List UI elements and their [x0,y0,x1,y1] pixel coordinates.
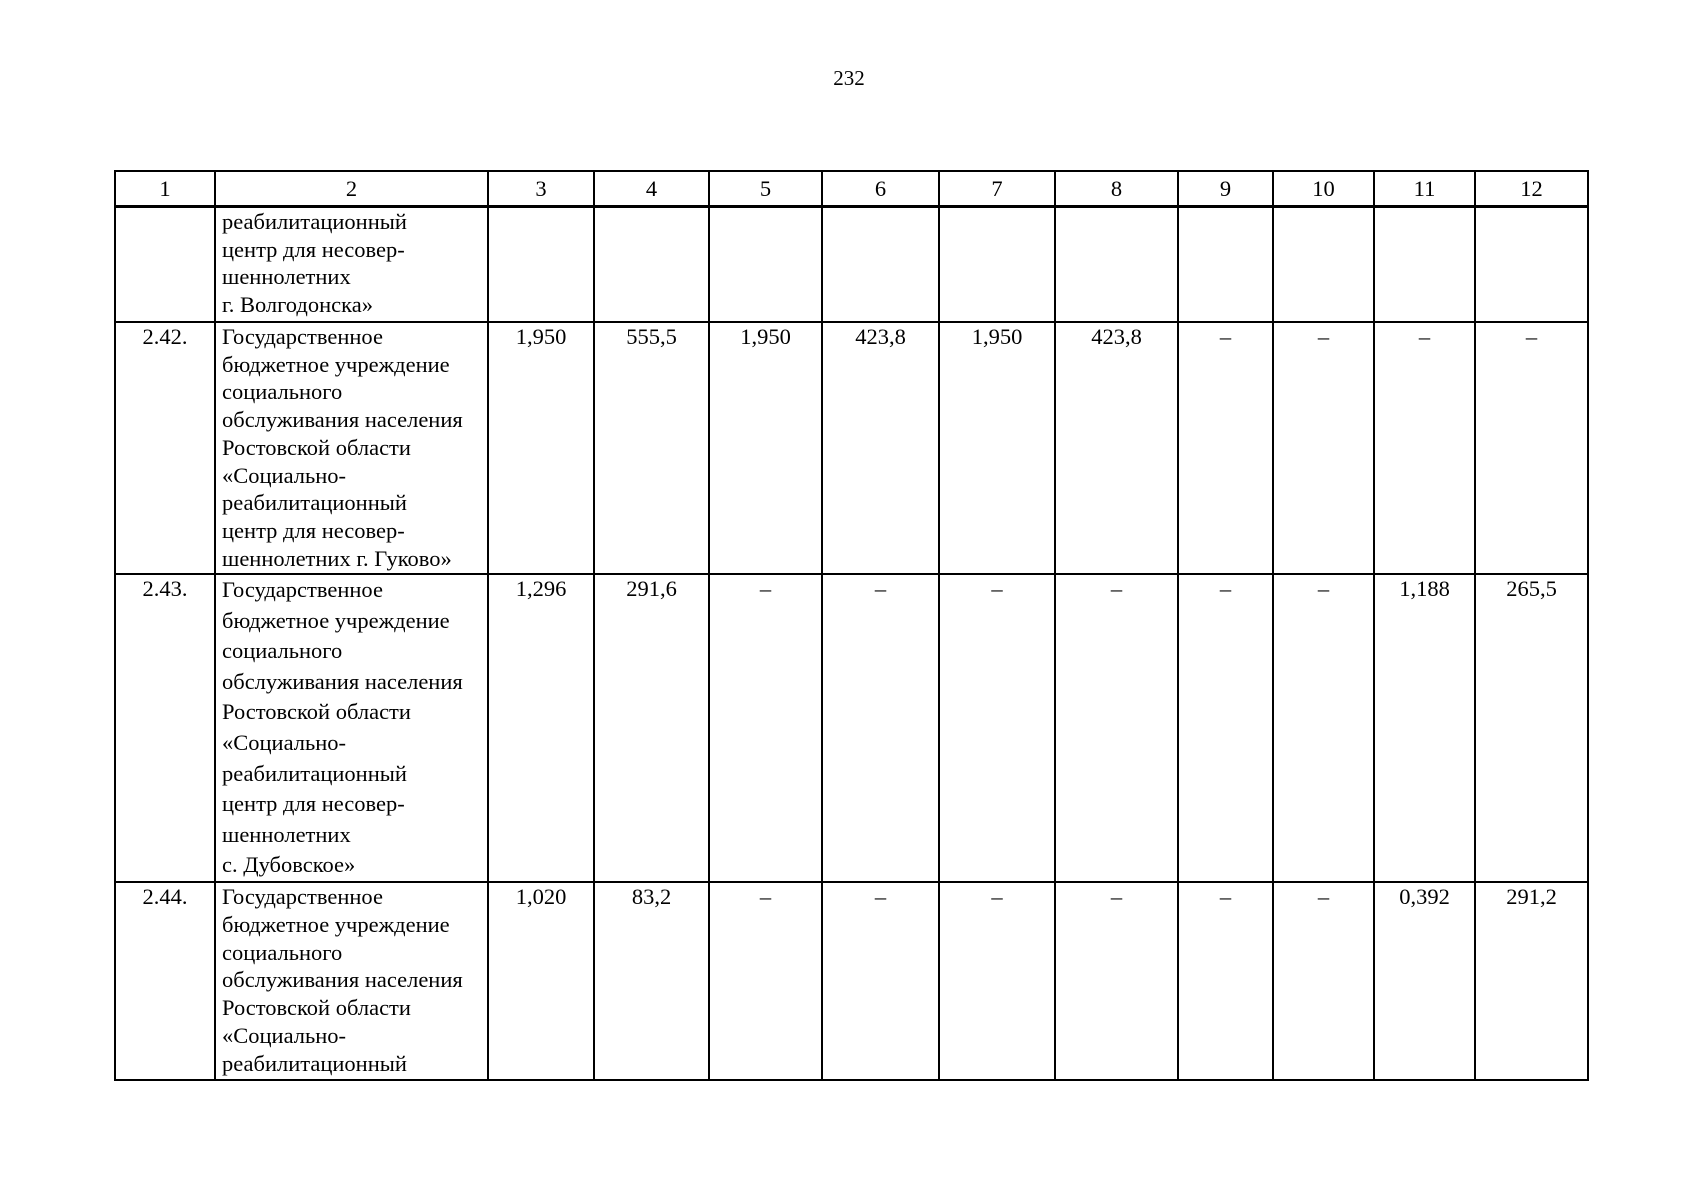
table-row [115,322,1588,574]
institution-name-line: Государственное [222,577,383,602]
institution-name-line: бюджетное учреждение [222,911,450,937]
value-cell-col-11 [1374,207,1475,323]
column-header-5: 5 [709,171,822,207]
institution-name-line: социального [222,379,343,405]
institution-name-line: реабилитационный [222,1050,407,1076]
institution-name-line: г. Волгодонска» [222,291,373,317]
table-row [115,882,1588,1080]
column-header-7: 7 [939,171,1055,207]
column-header-4: 4 [594,171,709,207]
value-cell-col-3: 1,950 [488,322,594,574]
value-cell-col-12 [1475,207,1588,323]
value-cell-col-12: 265,5 [1475,574,1588,882]
value-cell-col-4: 83,2 [594,882,709,1080]
page-number: 232 [833,66,865,90]
institution-name-line: социального [222,939,343,965]
institution-name-line: Ростовской области [222,699,411,725]
value-cell-col-9: – [1178,322,1273,574]
value-cell-col-9 [1178,207,1273,323]
institution-name-cell [215,882,488,1080]
institution-name-line: обслуживания населения [222,967,463,993]
row-number-cell: 2.44. [115,882,215,1080]
column-header-9: 9 [1178,171,1273,207]
column-header-12: 12 [1475,171,1588,207]
institution-name-line: Государственное [222,324,383,349]
value-cell-col-8 [1055,207,1178,323]
value-cell-col-10: – [1273,574,1374,882]
value-cell-col-6: – [822,882,939,1080]
row-number-cell: 2.42. [115,322,215,574]
value-cell-col-5 [709,207,822,323]
value-cell-col-10: – [1273,322,1374,574]
value-cell-col-4: 555,5 [594,322,709,574]
value-cell-col-12: – [1475,322,1588,574]
value-cell-col-11: 0,392 [1374,882,1475,1080]
row-number-cell [115,207,215,323]
column-header-6: 6 [822,171,939,207]
value-cell-col-8: – [1055,574,1178,882]
institution-name-line: реабилитационный [222,490,407,516]
institution-name-line: социального [222,638,343,664]
value-cell-col-11: 1,188 [1374,574,1475,882]
table-body [115,207,1588,1080]
value-cell-col-3 [488,207,594,323]
value-cell-col-11: – [1374,322,1475,574]
institution-name-line: обслуживания населения [222,668,463,694]
institution-name-line: «Социально- [222,462,347,488]
value-cell-col-7: 1,950 [939,322,1055,574]
value-cell-col-4: 291,6 [594,574,709,882]
institution-name-line: Ростовской области [222,434,411,460]
institution-name-line: шеннолетних [222,821,351,847]
institution-name-line: шеннолетних [222,264,351,289]
column-header-1: 1 [115,171,215,207]
institution-name-line: Ростовской области [222,995,411,1021]
value-cell-col-12: 291,2 [1475,882,1588,1080]
institution-name-cell [215,574,488,882]
table-header [115,171,1588,207]
institution-name-line: бюджетное учреждение [222,607,450,633]
institution-name-line: обслуживания населения [222,407,463,433]
value-cell-col-10 [1273,207,1374,323]
institution-name-line: центр для несовер- [222,517,405,543]
institution-name-line: шеннолетних г. Гуково» [222,545,452,571]
value-cell-col-7 [939,207,1055,323]
institution-name-line: центр для несовер- [222,791,405,817]
institution-name-cell [215,322,488,574]
value-cell-col-5: – [709,574,822,882]
institution-name-cell [215,207,488,323]
value-cell-col-5: 1,950 [709,322,822,574]
header-row [115,171,1588,207]
institution-name-line: «Социально- [222,729,347,755]
value-cell-col-6: – [822,574,939,882]
value-cell-col-10: – [1273,882,1374,1080]
data-table [114,170,1589,1081]
value-cell-col-9: – [1178,882,1273,1080]
column-header-3: 3 [488,171,594,207]
column-header-11: 11 [1374,171,1475,207]
institution-name-line: Государственное [222,883,383,909]
institution-name-line: бюджетное учреждение [222,351,450,377]
value-cell-col-4 [594,207,709,323]
value-cell-col-7: – [939,574,1055,882]
value-cell-col-6: 423,8 [822,322,939,574]
value-cell-col-8: – [1055,882,1178,1080]
value-cell-col-8: 423,8 [1055,322,1178,574]
institution-name-line: реабилитационный [222,760,407,786]
column-header-8: 8 [1055,171,1178,207]
row-number-cell: 2.43. [115,574,215,882]
table-row [115,574,1588,882]
institution-name-line: реабилитационный [222,209,407,234]
value-cell-col-7: – [939,882,1055,1080]
value-cell-col-3: 1,020 [488,882,594,1080]
column-header-2: 2 [215,171,488,207]
institution-name-line: «Социально- [222,1022,347,1048]
value-cell-col-6 [822,207,939,323]
value-cell-col-5: – [709,882,822,1080]
institution-name-line: с. Дубовское» [222,852,356,878]
column-header-10: 10 [1273,171,1374,207]
value-cell-col-9: – [1178,574,1273,882]
value-cell-col-3: 1,296 [488,574,594,882]
institution-name-line: центр для несовер- [222,236,405,262]
table-row [115,207,1588,323]
